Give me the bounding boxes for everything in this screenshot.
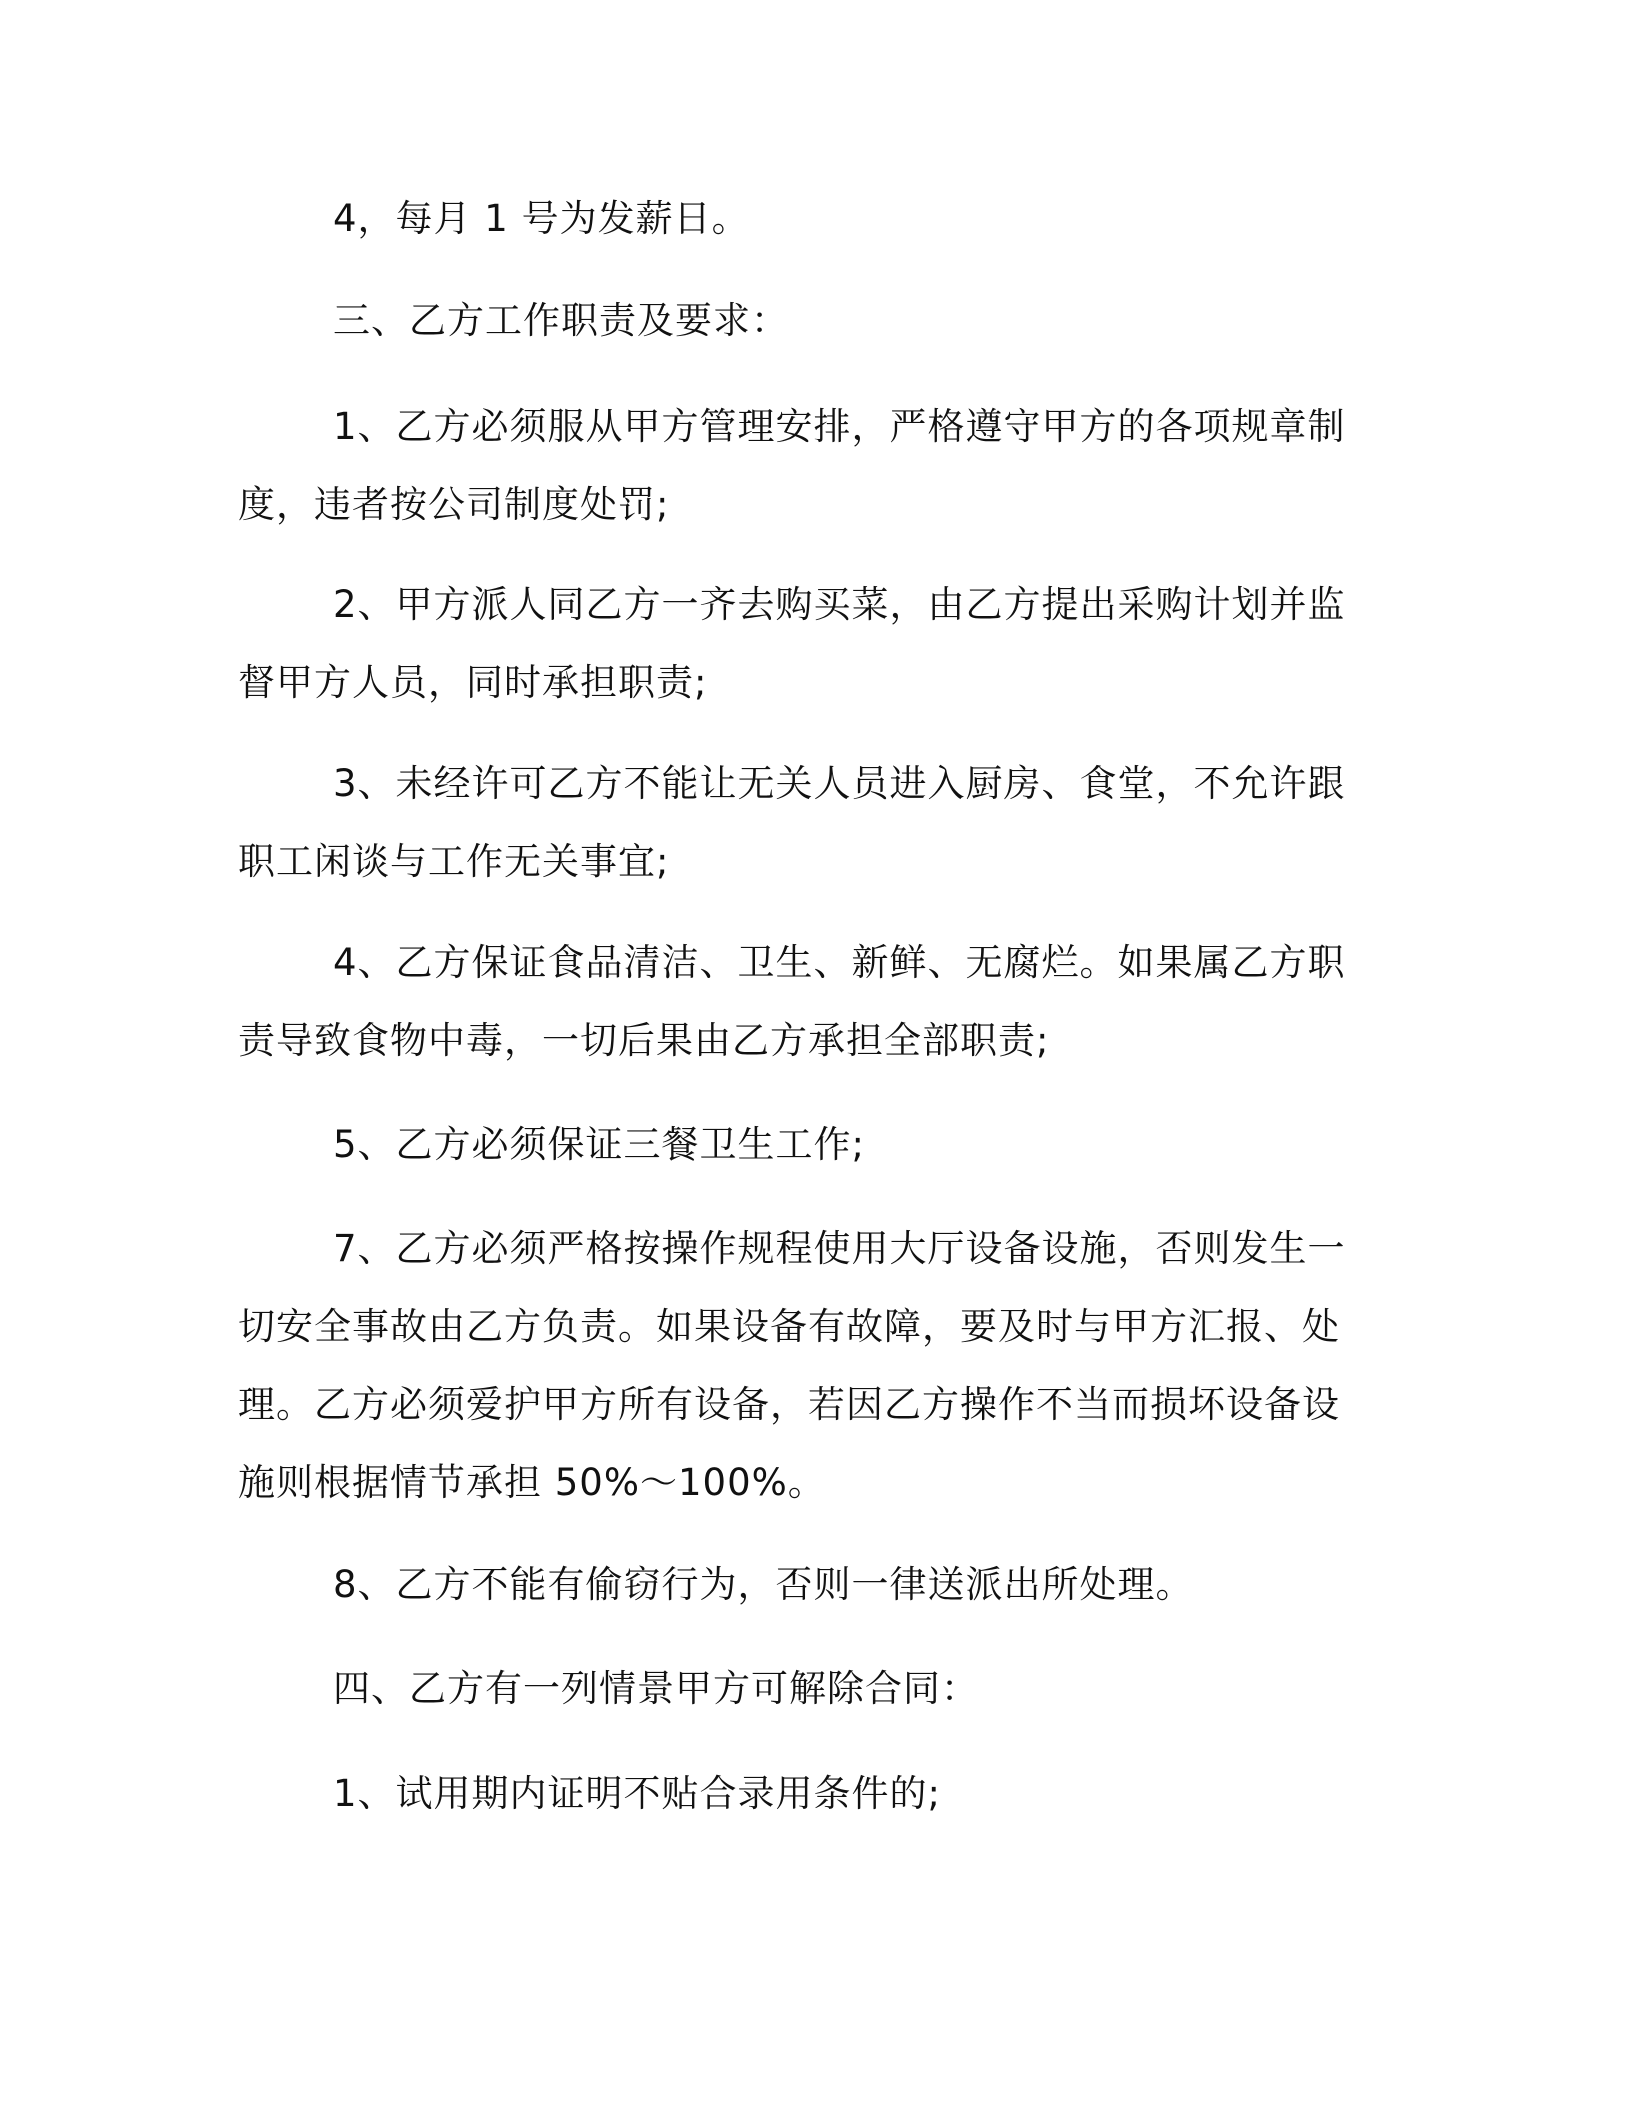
paragraph-duty-7: 7、乙方必须严格按操作规程使用大厅设备设施，否则发生一切安全事故由乙方负责。如果设备有故障，要及时与甲方汇报、处理。乙方必须爱护甲方所有设备，若因乙方操作不当而损坏设备设施则根据情节承担 50%～100%。 [238,1227,1346,1504]
section-heading-duties: 三、乙方工作职责及要求： [333,299,789,342]
paragraph-salary-day: 4，每月 1 号为发薪日。 [333,197,750,240]
paragraph-duty-2: 2、甲方派人同乙方一齐去购买菜，由乙方提出采购计划并监督甲方人员，同时承担职责; [238,583,1346,704]
paragraph-duty-8: 8、乙方不能有偷窃行为，否则一律送派出所处理。 [333,1563,1194,1606]
paragraph-duty-4: 4、乙方保证食品清洁、卫生、新鲜、无腐烂。如果属乙方职责导致食物中毒，一切后果由乙方承担全部职责; [238,941,1346,1062]
paragraph-termination-1: 1、试用期内证明不贴合录用条件的; [333,1772,942,1815]
paragraph-duty-1: 1、乙方必须服从甲方管理安排，严格遵守甲方的各项规章制度，违者按公司制度处罚; [238,405,1346,526]
section-heading-termination: 四、乙方有一列情景甲方可解除合同： [333,1667,979,1710]
paragraph-duty-3: 3、未经许可乙方不能让无关人员进入厨房、食堂，不允许跟职工闲谈与工作无关事宜; [238,762,1346,883]
paragraph-duty-5: 5、乙方必须保证三餐卫生工作; [333,1123,866,1166]
